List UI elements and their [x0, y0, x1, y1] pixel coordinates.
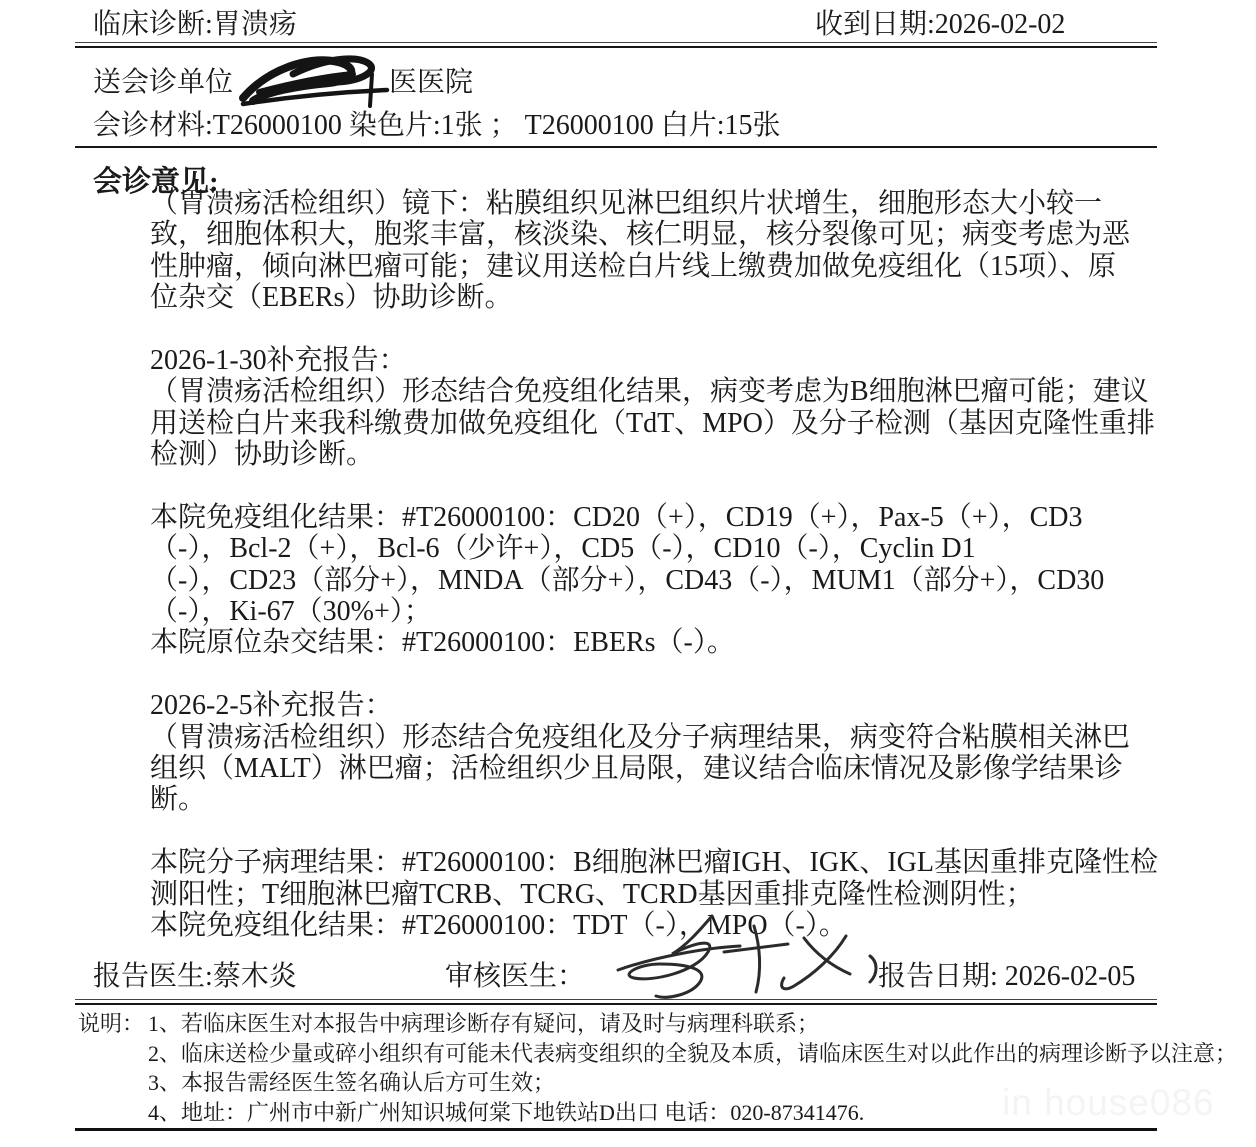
- report-date: 报告日期: 2026-02-05: [878, 961, 1136, 992]
- opinion-line: 本院原位杂交结果：#T26000100：EBERs（-）。: [150, 627, 735, 659]
- review-doctor-label: 审核医生：: [445, 961, 586, 992]
- opinion-line: （-），CD23（部分+），MNDA（部分+），CD43（-），MUM1（部分+），CD30: [150, 564, 1105, 596]
- page-bottom-line: [75, 1128, 1157, 1131]
- materials-divider-line: [75, 146, 1157, 148]
- opinion-line: 2026-1-30补充报告：: [150, 344, 407, 376]
- referring-unit-label: 送会诊单位: [93, 67, 234, 98]
- note-item: 4、地址：广州市中新广州知识城何棠下地铁站D出口 电话：020-87341476.: [148, 1099, 865, 1125]
- watermark-text: in house086: [1002, 1082, 1215, 1123]
- opinion-line: 性肿瘤，倾向淋巴瘤可能；建议用送检白片线上缴费加做免疫组化（15项）、原: [150, 250, 1117, 282]
- opinion-line: 用送检白片来我科缴费加做免疫组化（TdT、MPO）及分子检测（基因克隆性重排: [150, 407, 1155, 439]
- opinion-line: 本院分子病理结果：#T26000100：B细胞淋巴瘤IGH、IGK、IGL基因重排克隆性检: [150, 847, 1158, 879]
- report-doctor: 报告医生:蔡木炎: [93, 961, 297, 992]
- referring-unit-value: 医医院: [389, 67, 474, 98]
- opinion-line: [150, 471, 1160, 502]
- opinion-line: （-），Bcl-2（+），Bcl-6（少许+），CD5（-），CD10（-），Cyclin D1: [150, 533, 976, 565]
- opinion-line: 位杂交（EBERs）协助诊断。: [150, 282, 513, 314]
- received-date: 收到日期:2026-02-02: [815, 9, 1066, 40]
- opinion-line: [150, 659, 1160, 690]
- opinion-body: [150, 188, 1160, 941]
- header-divider-line: [75, 42, 1157, 48]
- opinion-line: 本院免疫组化结果：#T26000100：CD20（+），CD19（+），Pax-5（+），CD3: [150, 501, 1083, 533]
- opinion-line: 本院免疫组化结果：#T26000100：TDT（-），MPO（-）。: [150, 909, 847, 941]
- note-item: 3、本报告需经医生签名确认后方可生效；: [148, 1070, 556, 1095]
- opinion-line: 检测）协助诊断。: [150, 439, 375, 471]
- note-item: 2、临床送检少量或碎小组织有可能未代表病变组织的全貌及本质，请临床医生对以此作出的病理诊断予以注意；: [148, 1040, 1238, 1066]
- opinion-line: （胃溃疡活检组织）镜下：粘膜组织见淋巴组织片状增生，细胞形态大小较一: [150, 188, 1103, 219]
- opinion-line: [150, 314, 1160, 345]
- opinion-line: [150, 816, 1160, 847]
- signoff-divider-line: [75, 999, 1157, 1005]
- notes-label: 说明：: [78, 1011, 145, 1036]
- note-item: 1、若临床医生对本报告中病理诊断存有疑问，请及时与病理科联系；: [148, 1011, 820, 1036]
- opinion-line: 2026-2-5补充报告：: [150, 690, 393, 722]
- opinion-line: 断。: [150, 784, 207, 816]
- opinion-section-title: 会诊意见:: [93, 166, 219, 198]
- reviewer-signature-icon: [612, 912, 912, 1012]
- opinion-line: 测阳性；T细胞淋巴瘤TCRB、TCRG、TCRD基因重排克隆性检测阴性；: [150, 878, 1034, 910]
- clinical-diagnosis: 临床诊断:胃溃疡: [93, 9, 297, 40]
- referring-unit-row: [93, 58, 473, 108]
- opinion-line: （胃溃疡活检组织）形态结合免疫组化结果，病变考虑为B细胞淋巴瘤可能；建议: [150, 376, 1149, 408]
- opinion-line: 组织（MALT）淋巴瘤；活检组织少且局限，建议结合临床情况及影像学结果诊: [150, 753, 1123, 785]
- opinion-line: （-），Ki-67（30%+）；: [150, 596, 432, 628]
- consult-materials: 会诊材料:T26000100 染色片:1张 ； T26000100 白片:15张: [93, 110, 781, 141]
- redaction-scribble-icon: [235, 52, 393, 110]
- opinion-line: 致，细胞体积大，胞浆丰富，核淡染、核仁明显，核分裂像可见；病变考虑为恶: [150, 219, 1131, 251]
- opinion-line: （胃溃疡活检组织）形态结合免疫组化及分子病理结果，病变符合粘膜相关淋巴: [150, 721, 1131, 753]
